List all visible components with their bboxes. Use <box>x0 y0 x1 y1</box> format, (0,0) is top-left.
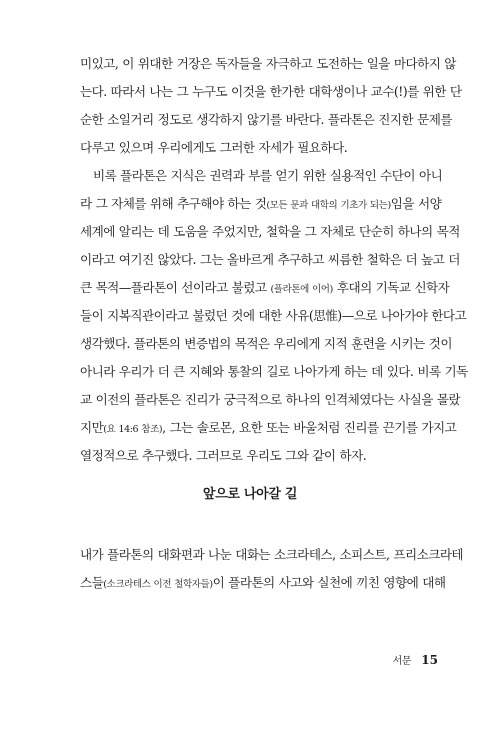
inline-note: (플라톤에 이어) <box>270 284 333 295</box>
text-line: 비록 플라톤은 지식은 권력과 부를 얻기 위한 실용적인 수단이 아니 <box>93 168 443 183</box>
paragraph <box>80 541 464 597</box>
section-heading: 앞으로 나아갈 길 <box>202 487 298 502</box>
running-head: 서문 <box>392 656 412 667</box>
text-line: 열정적으로 추구했다. 그러므로 우리도 그와 같이 하자. <box>80 448 367 463</box>
text-line: 는다. 따라서 나는 그 누구도 이것을 한가한 대학생이나 교수(!)를 위한 단 <box>80 84 462 99</box>
inline-note: (소크라테스 이전 철학자들) <box>103 579 213 590</box>
page-footer <box>393 651 438 671</box>
paragraph <box>80 50 462 162</box>
text-run: 라 그 자체를 위해 추구해야 하는 것 <box>80 196 267 211</box>
text-line: 세계에 알리는 데 도움을 주었지만, 철학을 그 자체로 단순히 하나의 목적 <box>80 224 460 239</box>
text-line: 다루고 있으며 우리에게도 그러한 자세가 필요하다. <box>80 140 348 155</box>
page-number: 15 <box>421 653 438 667</box>
text-line: 내가 플라톤의 대화편과 나눈 대화는 소크라테스, 소피스트, 프리소크라테 <box>80 547 464 562</box>
text-line <box>80 190 442 218</box>
text-line: 이라고 여기진 않았다. 그는 올바르게 추구하고 씨름한 철학은 더 높고 더 <box>80 252 460 267</box>
text-run: 이 플라톤의 사고와 실천에 끼친 영향에 대해 <box>212 575 446 590</box>
inline-note: (요 14:6 참조) <box>103 424 163 435</box>
text-line <box>80 414 457 442</box>
text-run: 큰 목적—플라톤이 선이라고 불렀고 <box>80 280 271 295</box>
text-run: 후대의 기독교 신학자 <box>332 280 450 295</box>
text-run: , 그는 솔로몬, 요한 또는 바울처럼 진리를 끈기를 가지고 <box>162 420 457 435</box>
text-line: 미있고, 이 위대한 거장은 독자들을 자극하고 도전하는 일을 마다하지 않 <box>80 56 456 71</box>
inline-note: (모든 문과 대학의 기초가 되는) <box>266 200 391 211</box>
text-line: 들이 지복직관이라고 불렀던 것에 대한 사유(思惟)—으로 나아가야 한다고 <box>80 308 467 323</box>
text-line: 아니라 우리가 더 큰 지혜와 통찰의 길로 나아가게 하는 데 있다. 비록 기독 <box>80 364 468 379</box>
text-line: 생각했다. 플라톤의 변증법의 목적은 우리에게 지적 훈련을 시키는 것이 <box>80 336 452 351</box>
text-line <box>80 569 446 597</box>
text-line <box>80 274 450 302</box>
text-line: 교 이전의 플라톤은 진리가 궁극적으로 하나의 인격체였다는 사실을 몰랐 <box>80 392 461 407</box>
text-line: 순한 소일거리 정도로 생각하지 않기를 바란다. 플라톤은 진지한 문제를 <box>80 112 452 127</box>
text-run: 임을 서양 <box>390 196 442 211</box>
text-run: 스들 <box>80 575 104 590</box>
paragraph <box>80 162 468 470</box>
text-run: 지만 <box>80 420 104 435</box>
